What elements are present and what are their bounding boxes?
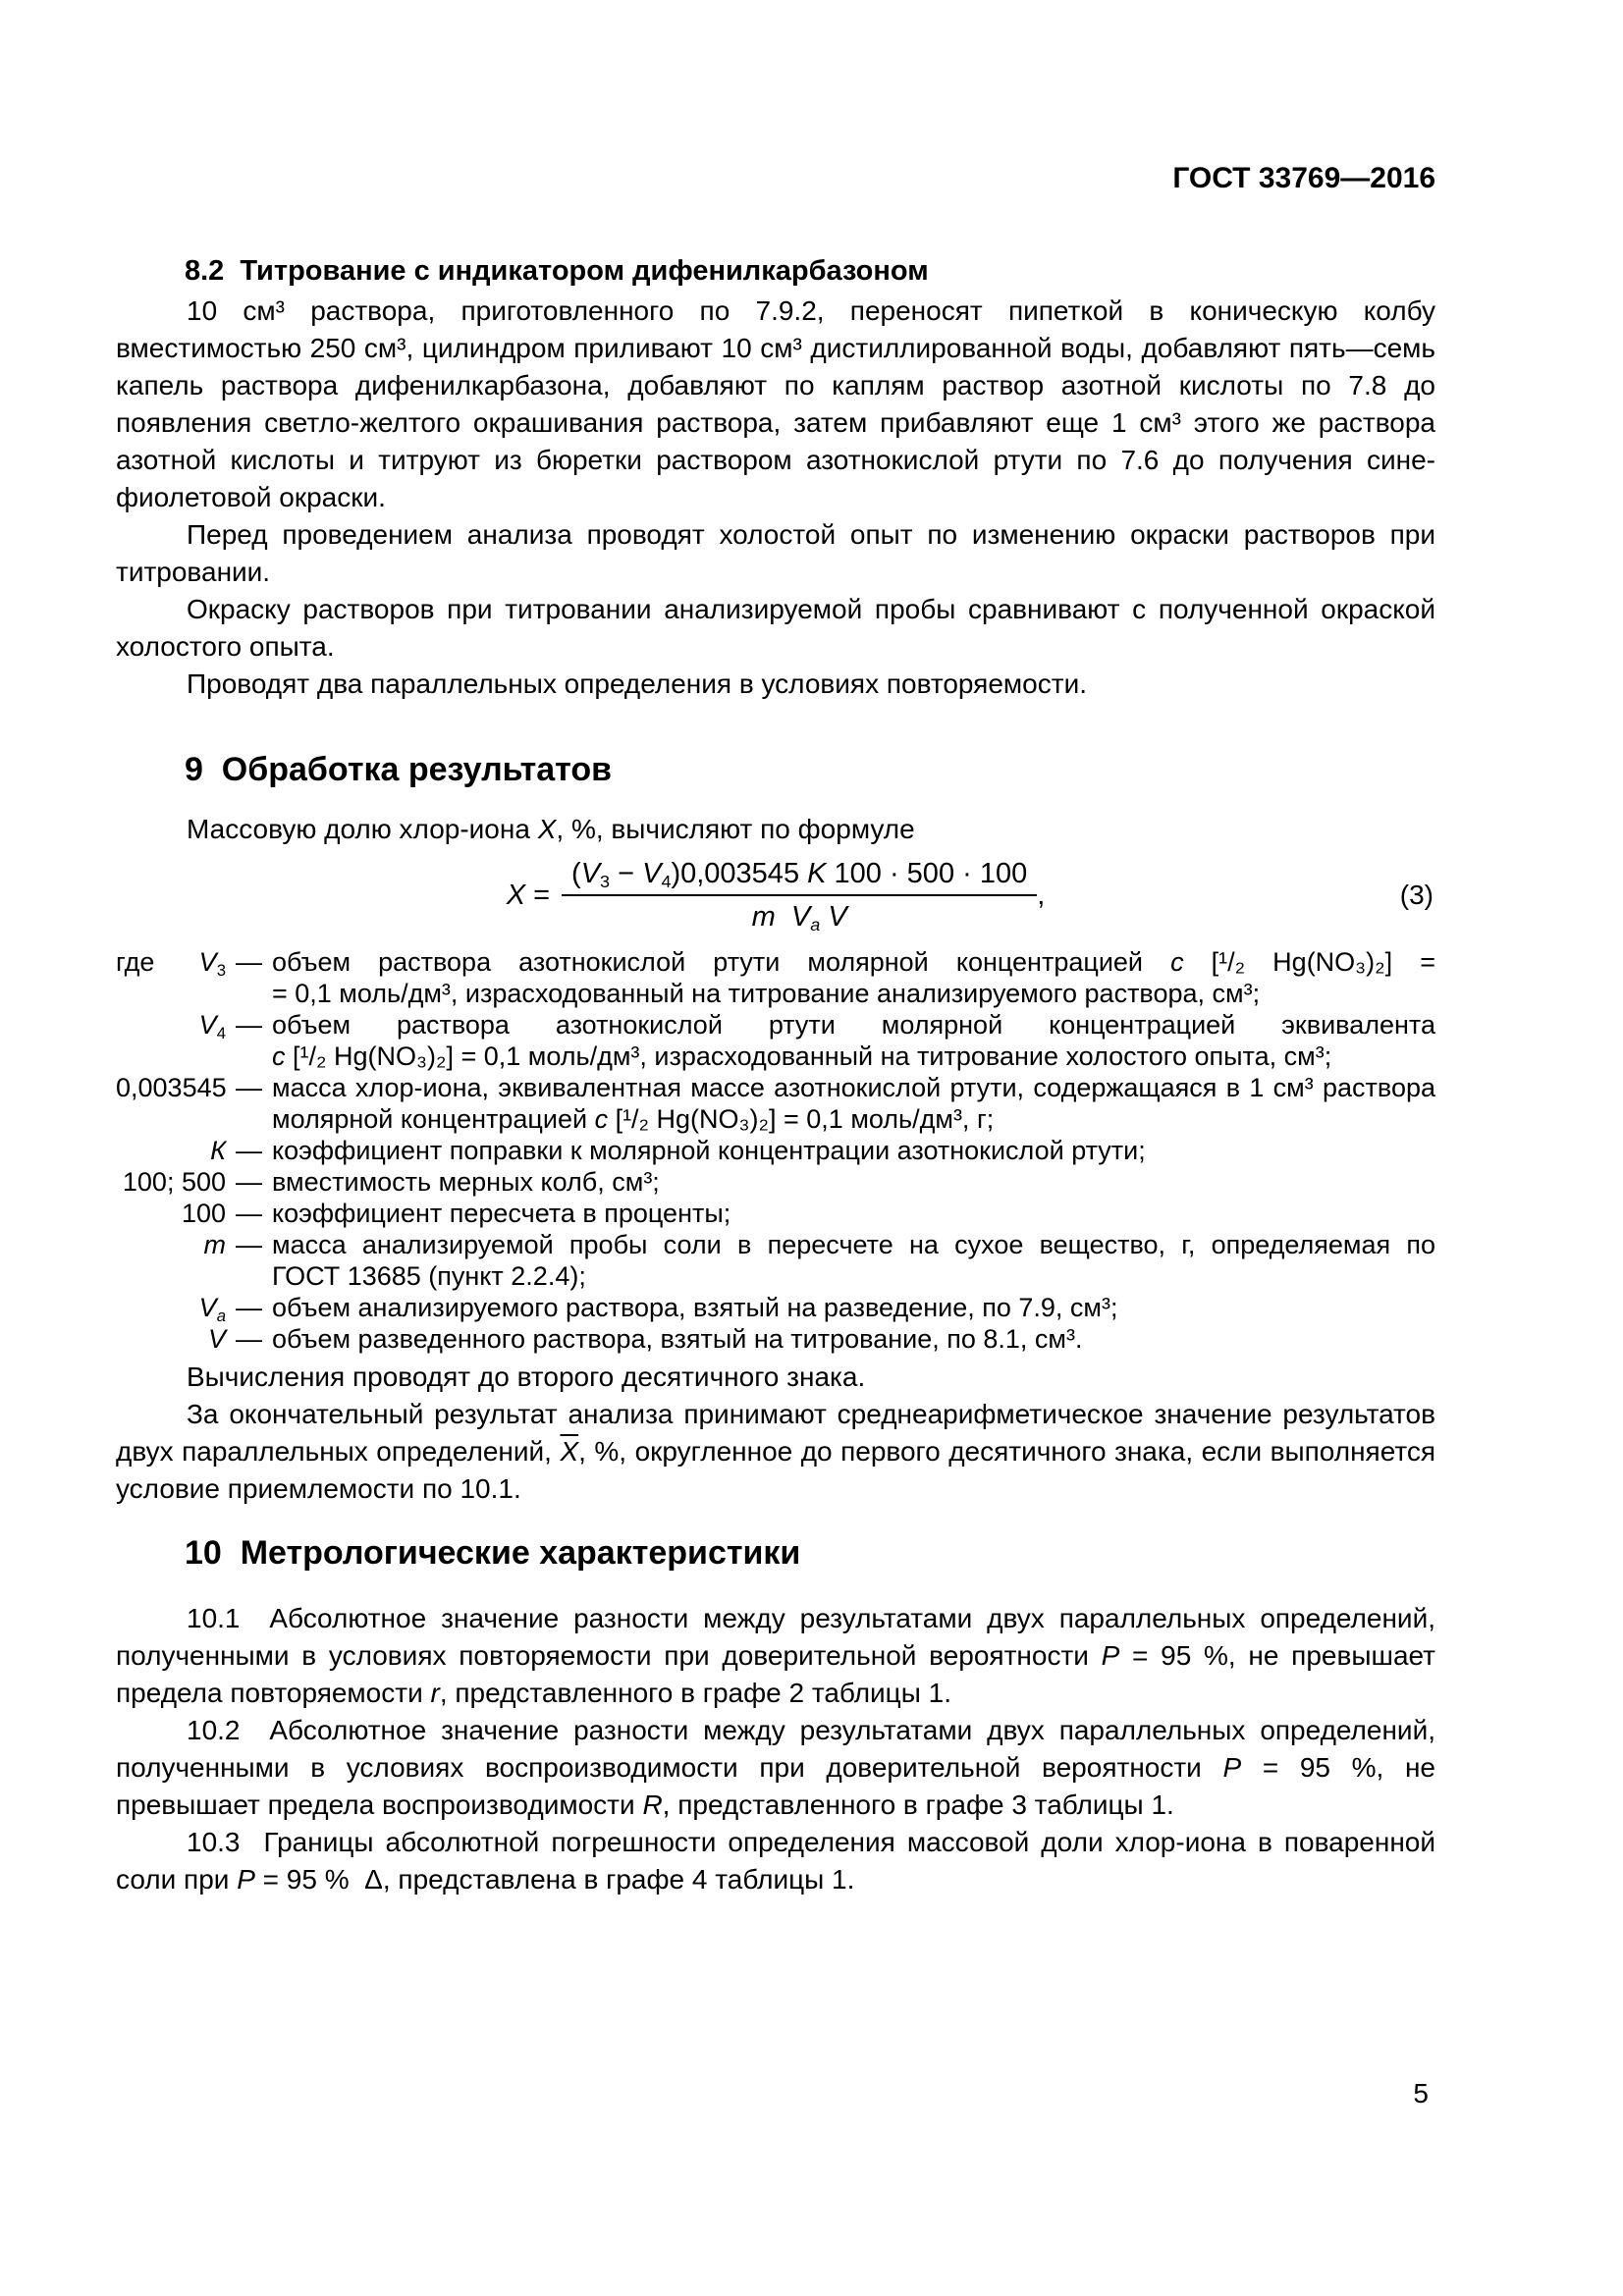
paragraph-titration: 10 см³ раствора, приготовленного по 7.9.2, переносят пипеткой в коническую колбу вместимостью 250 см³, цилиндром приливают 10 см³ дистиллированной воды, добавляют пять—семь капель раствора дифенилкарбазона, добавляют по каплям раствор азотной кислоты по 7.8 до появления светло-желтого окрашивания раствора, затем прибавляют еще 1 см³ этого же раствора азотной кислоты и титруют из бюретки раствором азотнокислой ртути по 7.6 до получения сине-фиолетовой окраски. — [116, 295, 1435, 512]
formula-denominator: m Va V — [751, 901, 847, 935]
paragraph-formula-intro: Массовую долю хлор-иона X, %, вычисляют по формуле — [187, 814, 915, 844]
where-dash: — — [236, 1324, 262, 1354]
formula — [116, 850, 1435, 940]
paragraph-10-3: 10.3 Границы абсолютной погрешности определения массовой доли хлор-иона в поваренной соли при P = 95 % Δ, представлена в графе 4 таблицы 1. — [116, 1827, 1435, 1895]
where-row — [116, 1292, 1435, 1323]
where-term: V4 — [198, 1010, 226, 1042]
paragraph-final-result: За окончательный результат анализа принимают среднеарифметическое значение результатов двух параллельных определений, $\overline{X}$, %, округленное до первого десятичного знака, если выполняется условие приемлемости по 10.1. — [116, 1399, 1436, 1504]
where-dash: — — [236, 1293, 262, 1322]
where-list — [116, 946, 1435, 1355]
paragraph-10-2: 10.2 Абсолютное значение разности между результатами двух параллельных определений, полученными в условиях воспроизводимости при доверительной вероятности P = 95 %, не превышает предела воспроизводимости R, представленного в графе 3 таблицы 1. — [116, 1715, 1436, 1820]
where-row — [116, 1229, 1435, 1292]
where-label: где — [116, 947, 155, 977]
where-term: Va — [198, 1293, 226, 1325]
where-row — [116, 1323, 1435, 1355]
where-term: m — [203, 1230, 226, 1259]
where-dash: — — [236, 1136, 262, 1165]
where-term: 0,003545 — [116, 1073, 227, 1102]
where-dash: — — [236, 1199, 262, 1228]
where-row — [116, 1072, 1435, 1135]
where-dash: — — [236, 1073, 262, 1102]
heading-8-2: 8.2 Титрование с индикатором дифенилкарбазоном — [185, 255, 929, 287]
where-definition: масса хлор-иона, эквивалентная массе азотнокислой ртути, содержащаяся в 1 см³ раствора молярной концентрацией c [¹/₂ Hg(NO₃)₂] = 0,1 моль/дм³, г; — [272, 1073, 1435, 1134]
where-row — [116, 1135, 1435, 1166]
where-definition: объем раствора азотнокислой ртути молярной концентрацией эквивалента c [¹/₂ Hg(NO₃)₂] = 0,1 моль/дм³, израсходованный на титрование холостого опыта, см³; — [272, 1010, 1435, 1071]
paragraph-color-compare: Окраску растворов при титровании анализируемой пробы сравнивают с полученной окраской холостого опыта. — [116, 594, 1435, 662]
where-row — [116, 946, 1435, 1009]
paragraph-rounding: Вычисления проводят до второго десятичного знака. — [187, 1362, 866, 1392]
where-definition: масса анализируемой пробы соли в пересчете на сухое вещество, г, определяемая по ГОСТ 13685 (пункт 2.2.4); — [272, 1230, 1435, 1291]
where-term: V — [207, 1324, 226, 1354]
formula-numerator: (V3 − V4)0,003545 K 100 · 500 · 100 — [562, 857, 1037, 896]
heading-10: 10 Метрологические характеристики — [185, 1534, 801, 1572]
where-definition: вместимость мерных колб, см³; — [272, 1167, 660, 1197]
where-definition: объем раствора азотнокислой ртути молярной концентрацией c [¹/₂ Hg(NO₃)₂] = = 0,1 моль/дм³, израсходованный на титрование анализируемого раствора, см³; — [272, 947, 1435, 1008]
where-definition: коэффициент поправки к молярной концентрации азотнокислой ртути; — [272, 1136, 1146, 1165]
where-definition: объем разведенного раствора, взятый на титрование, по 8.1, см³. — [272, 1324, 1083, 1354]
paragraph-blank-test: Перед проведением анализа проводят холостой опыт по изменению окраски растворов при титровании. — [116, 519, 1435, 587]
formula-lhs: X = — [506, 879, 551, 911]
where-row — [116, 1166, 1435, 1198]
where-term: 100 — [181, 1199, 226, 1228]
where-definition: объем анализируемого раствора, взятый на разведение, по 7.9, см³; — [272, 1293, 1118, 1322]
where-term: V3 — [198, 947, 226, 980]
page-number: 5 — [1413, 2078, 1429, 2109]
doc-header: ГОСТ 33769—2016 — [1172, 162, 1435, 194]
where-dash: — — [236, 947, 262, 977]
paragraph-10-1: 10.1 Абсолютное значение разности между результатами двух параллельных определений, полученными в условиях повторяемости при доверительной вероятности P = 95 %, не превышает предела повторяемости r, представленного в графе 2 таблицы 1. — [116, 1603, 1435, 1708]
where-dash: — — [236, 1010, 262, 1040]
paragraph-two-determinations: Проводят два параллельных определения в условиях повторяемости. — [187, 668, 1087, 699]
where-definition: коэффициент пересчета в проценты; — [272, 1199, 731, 1228]
equation-number: (3) — [1399, 880, 1434, 910]
where-term: К — [210, 1136, 226, 1165]
heading-9: 9 Обработка результатов — [185, 751, 613, 788]
where-row — [116, 1198, 1435, 1229]
where-dash: — — [236, 1230, 262, 1259]
where-term: 100; 500 — [122, 1167, 226, 1197]
where-row — [116, 1009, 1435, 1072]
formula-fraction — [562, 857, 1037, 934]
where-dash: — — [236, 1167, 262, 1197]
formula-comma: , — [1037, 879, 1046, 911]
